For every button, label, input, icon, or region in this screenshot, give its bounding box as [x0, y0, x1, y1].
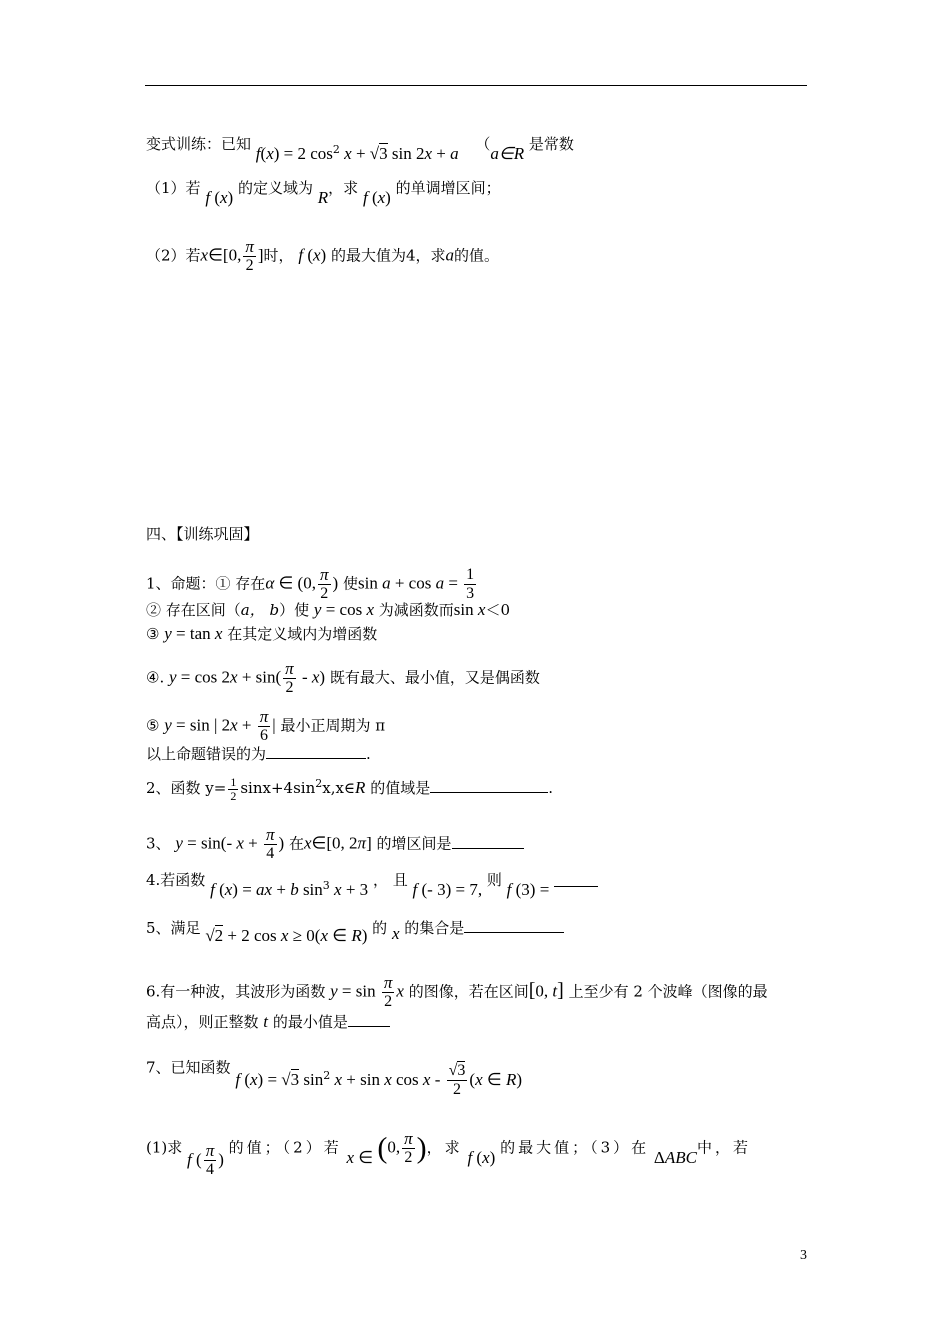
problem-4: 4.若函数 f (x) = ax + b $\sin_3 x + 3$ ， 且 f (- 3) = 7, 则 f (3) =: [146, 866, 598, 890]
problem-7: 7、已知函数 f (x) = √3 $\sin_2 x + \sin x$ cos x - $\frac{√3}{2}$ (x ∈ R): [146, 1058, 523, 1098]
problem-3: 3、 y = sin(- x + $\frac{\pi}{4}$ ) 在x∈[0, 2π] 的增区间是: [146, 826, 524, 863]
problem-5: 5、满足 √2 + 2 cos x ≥ 0(x ∈ R) 的 x 的集合是: [146, 918, 564, 938]
variant-line: 变式训练：已知 f(x) = 2 $\cos_2 x + √3$ sin 2x + a （a∈R 是常数: [146, 135, 574, 163]
variant-q1: （1）若 f (x) 的定义域为 R，求 f (x) 的单调增区间；: [146, 179, 501, 207]
header-rule: [145, 85, 807, 86]
section-heading: 四、【训练巩固】: [146, 525, 259, 543]
problem-1-item1: 1、命题：① 存在α ∈ (0, $\frac{\pi}{2}$ ) 使sin a + cos a = $\frac{1}{3}$: [146, 565, 475, 602]
problem-1-conclusion: 以上命题错误的为 .: [146, 745, 371, 763]
problem-1-item5: ⑤ y = sin | 2x + $\frac{\pi}{6}$ | 最小正周期为 π: [146, 707, 386, 744]
problem-2: 2、函数 y= $\frac{1}{2}$ $\sin x+4\sin^2x,x\in R$ 的值域是 .: [146, 774, 554, 803]
problem-7-questions: (1)求 f ( $\frac{\pi}{4}$ ) 的值；（2）若 x ∈ (0, $\frac{\pi}{2}$ )，求 f (x) 的最大值；（3）在 ΔABC中，若: [146, 1129, 751, 1178]
problem-1-item4: ④. y = cos 2x + sin( $\frac{\pi}{2}$ - x) 既有最大、最小值，又是偶函数: [146, 659, 540, 696]
variant-q2: （2）若x∈[0, $\frac{\pi}{2}$ ]时， f (x) 的最大值为4，求a的值。: [146, 237, 500, 274]
problem-6-line1: 6.有一种波，其波形为函数 y = sin $\frac{\pi}{2}$ x 的图像，若在区间[0, t] 上至少有 2 个波峰（图像的最: [146, 973, 768, 1010]
page-number: 3: [800, 1248, 807, 1263]
problem-1-item2: ② 存在区间（a， b）使 y = cos x 为减函数而sin x＜0: [146, 600, 510, 619]
problem-6-line2: 高点），则正整数 t 的最小值是: [146, 1012, 390, 1032]
problem-1-item3: ③ y = tan x 在其定义域内为增函数: [146, 624, 378, 643]
